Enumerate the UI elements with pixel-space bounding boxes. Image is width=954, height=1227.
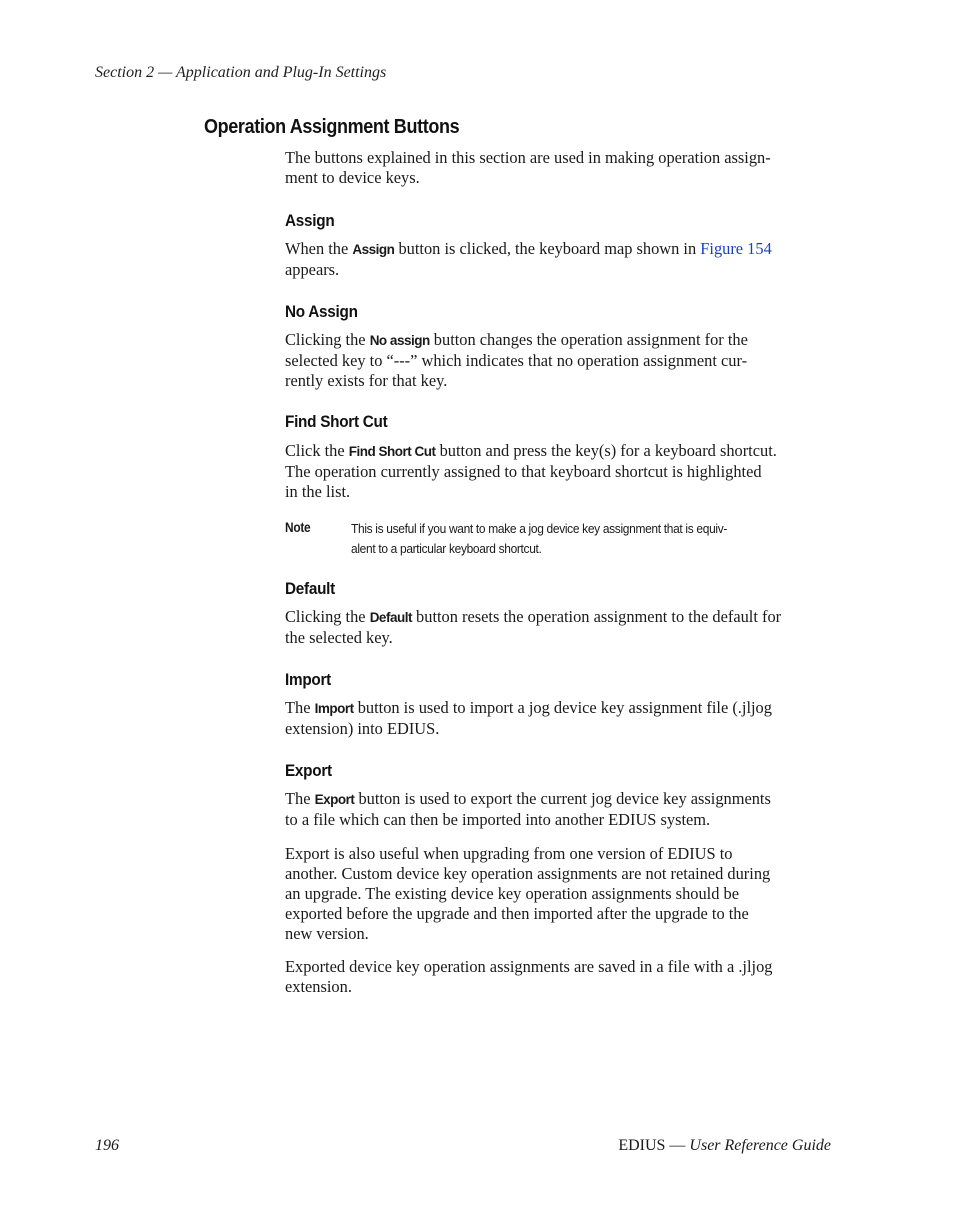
no-assign-paragraph xyxy=(285,330,833,391)
figure-154-link[interactable]: Figure 154 xyxy=(700,239,772,258)
no-assign-text-1: Clicking the xyxy=(285,330,370,349)
import-heading: Import xyxy=(285,670,331,689)
import-line-2: extension) into EDIUS. xyxy=(285,719,440,738)
default-button-ref: Default xyxy=(369,610,412,625)
no-assign-line-3: rently exists for that key. xyxy=(285,371,448,390)
default-line-2: the selected key. xyxy=(285,628,393,647)
default-heading: Default xyxy=(285,579,335,598)
no-assign-line-2: selected key to “---” which indicates that no operation assignment cur- xyxy=(285,351,748,370)
export-text-2: button is used to export the current jog device key assignments xyxy=(354,789,771,808)
intro-line-1: The buttons explained in this section are used in making operation assign- xyxy=(285,148,771,167)
page-number: 196 xyxy=(95,1137,119,1154)
running-head: Section 2 — Application and Plug-In Settings xyxy=(95,64,387,81)
footer-dash: — xyxy=(665,1137,690,1154)
export-p2-line-2: another. Custom device key operation assignments are not retained during xyxy=(285,864,771,883)
section-title: Operation Assignment Buttons xyxy=(204,116,460,138)
note-line-1: This is useful if you want to make a jog device key assignment that is equiv- xyxy=(351,521,728,536)
export-line-1 xyxy=(285,789,833,810)
find-short-cut-text-1: Click the xyxy=(285,441,349,460)
note-text xyxy=(351,519,820,558)
default-text-1: Clicking the xyxy=(285,607,370,626)
footer-product: EDIUS xyxy=(618,1137,666,1154)
export-text-1: The xyxy=(285,789,315,808)
find-short-cut-section xyxy=(285,412,833,432)
find-short-cut-line-1 xyxy=(285,441,833,462)
import-text-1: The xyxy=(285,698,315,717)
default-paragraph xyxy=(285,607,833,648)
no-assign-section xyxy=(285,302,833,322)
export-p3-line-1: Exported device key operation assignments are saved in a file with a .jljog xyxy=(285,957,773,976)
assign-button-ref: Assign xyxy=(352,242,395,257)
footer-guide: User Reference Guide xyxy=(689,1137,831,1154)
assign-heading: Assign xyxy=(285,211,335,230)
find-short-cut-text-2: button and press the key(s) for a keyboard shortcut. xyxy=(435,441,777,460)
default-section xyxy=(285,579,833,599)
note-line-2: alent to a particular keyboard shortcut. xyxy=(351,540,542,556)
export-line-2: to a file which can then be imported into another EDIUS system. xyxy=(285,810,711,829)
find-short-cut-paragraph xyxy=(285,441,833,502)
no-assign-text-2: button changes the operation assignment for the xyxy=(429,330,748,349)
import-button-ref: Import xyxy=(314,701,354,716)
assign-text-2: button is clicked, the keyboard map shown in xyxy=(394,239,701,258)
intro-line-2: ment to device keys. xyxy=(285,168,420,187)
export-paragraph-3 xyxy=(285,957,833,997)
assign-text-1: When the xyxy=(285,239,353,258)
import-paragraph xyxy=(285,698,833,739)
export-button-ref: Export xyxy=(314,792,355,807)
find-short-cut-button-ref: Find Short Cut xyxy=(348,444,436,459)
default-line-1 xyxy=(285,607,833,628)
find-short-cut-line-3: in the list. xyxy=(285,482,351,501)
import-text-2: button is used to import a jog device key assignment file (.jljog xyxy=(353,698,772,717)
export-section xyxy=(285,761,833,781)
no-assign-button-ref: No assign xyxy=(369,333,430,348)
assign-paragraph xyxy=(285,239,833,280)
assign-line-2: appears. xyxy=(285,260,340,279)
export-paragraph-1 xyxy=(285,789,833,830)
footer-title xyxy=(618,1137,831,1155)
export-heading: Export xyxy=(285,761,332,780)
assign-line-1 xyxy=(285,239,833,260)
default-text-2: button resets the operation assignment to the default for xyxy=(411,607,782,626)
export-p2-line-4: exported before the upgrade and then imported after the upgrade to the xyxy=(285,904,749,923)
no-assign-line-1 xyxy=(285,330,833,351)
export-p2-line-3: an upgrade. The existing device key operation assignments should be xyxy=(285,884,739,903)
export-p2-line-5: new version. xyxy=(285,924,369,943)
find-short-cut-heading: Find Short Cut xyxy=(285,412,388,431)
assign-section xyxy=(285,211,833,231)
export-paragraph-2 xyxy=(285,844,833,944)
find-short-cut-line-2: The operation currently assigned to that keyboard shortcut is highlighted xyxy=(285,462,762,481)
note-label: Note xyxy=(285,519,311,535)
intro-paragraph xyxy=(285,148,833,188)
import-line-1 xyxy=(285,698,833,719)
import-section xyxy=(285,670,833,690)
export-p3-line-2: extension. xyxy=(285,977,352,996)
export-p2-line-1: Export is also useful when upgrading from one version of EDIUS to xyxy=(285,844,733,863)
no-assign-heading: No Assign xyxy=(285,302,358,321)
